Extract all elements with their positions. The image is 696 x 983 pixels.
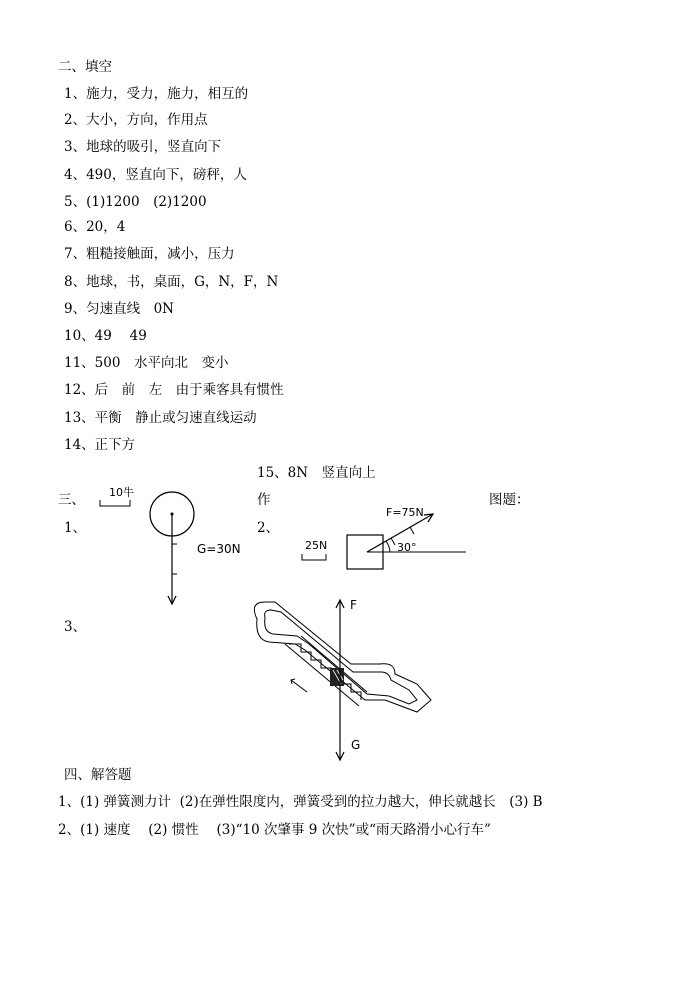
fig2-scale-label: 25N: [305, 539, 328, 552]
answer-item: 14、正下方: [64, 437, 136, 453]
answer-item: 9、匀速直线 0N: [64, 301, 174, 317]
section4-heading: 四、解答题: [64, 767, 132, 783]
answer-item: 8、地球，书，桌面，G，N，F，N: [64, 274, 279, 290]
escalator-stairs: [289, 644, 361, 700]
answer-item: 10、49 49: [64, 328, 147, 344]
answer-item: 1、(1) 弹簧测力计 (2)在弹性限度内，弹簧受到的拉力越大，伸长就越长 (3) B: [58, 794, 543, 810]
answer-item: 4、490，竖直向下，磅秤，人: [64, 167, 247, 183]
answer-item: 3、地球的吸引，竖直向下: [64, 139, 222, 155]
fig3-down-label: G: [351, 738, 361, 752]
fig3-up-label: F: [350, 598, 357, 612]
answer-item: 11、500 水平向北 变小: [64, 355, 229, 371]
fig2-angle-label: 30°: [397, 541, 417, 554]
question-label-2: 2、: [257, 520, 280, 536]
fig2-scale-bar: [302, 554, 326, 560]
figure-2-box-force: [300, 500, 480, 575]
answer-item: 7、粗糙接触面，减小，压力: [64, 246, 235, 262]
fig2-force-label: F=75N: [386, 506, 424, 519]
escalator-motion-arrow: [291, 680, 307, 692]
answer-item-15: 15、8N 竖直向上: [257, 465, 376, 481]
fig1-scale-label: 10牛: [109, 486, 134, 499]
answer-item: 5、(1)1200 (2)1200: [64, 194, 207, 210]
answer-item: 6、20，4: [64, 219, 126, 235]
question-label-3: 3、: [64, 619, 87, 635]
answer-item: 12、后 前 左 由于乘客具有惯性: [64, 382, 284, 398]
section3-heading-right: 图题：: [489, 492, 530, 508]
section3-heading-mid: 作: [257, 492, 271, 508]
figure-1-ball-gravity: [95, 480, 265, 610]
fig1-force-label: G=30N: [197, 542, 241, 556]
section2-heading: 二、填空: [58, 59, 112, 75]
section3-heading: 三、: [58, 492, 85, 508]
escalator-inner-rail: [265, 610, 417, 704]
answer-item: 1、施力，受力，施力，相互的: [64, 86, 249, 102]
answer-item: 2、大小，方向，作用点: [64, 112, 208, 128]
question-label-1: 1、: [64, 520, 87, 536]
answer-item: 13、平衡 静止或匀速直线运动: [64, 410, 257, 426]
escalator-outer-rail: [254, 602, 431, 712]
figure-3-escalator: [245, 592, 445, 767]
answer-item: 2、(1) 速度 (2) 惯性 (3)“10 次肇事 9 次快”或“雨天路滑小心行车”: [58, 822, 491, 838]
fig1-scale-bar: [100, 500, 130, 506]
